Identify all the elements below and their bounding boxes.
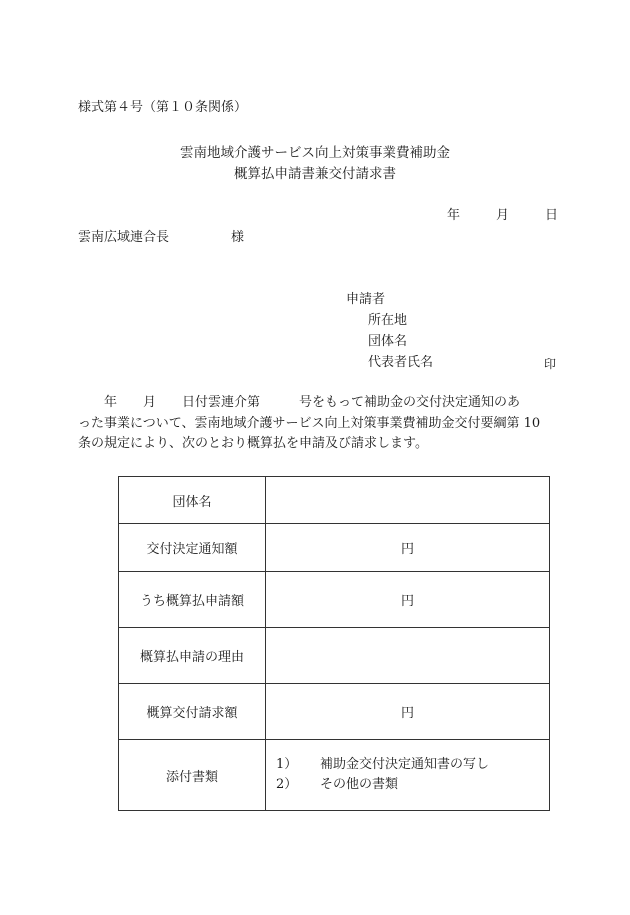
- table-label: 交付決定通知額: [119, 524, 266, 572]
- addressee-name: 雲南広域連合長: [78, 230, 170, 245]
- table-value: 円: [266, 572, 550, 628]
- body-line-1: 年 月 日付雲連介第 号をもって補助金の交付決定通知のあ: [78, 395, 521, 410]
- table-row: [119, 524, 550, 572]
- date-year: 年: [446, 208, 460, 223]
- table-row: [119, 684, 550, 740]
- table-label: 添付書類: [119, 740, 266, 811]
- date-month: 月: [495, 208, 509, 223]
- table-label: うち概算払申請額: [119, 572, 266, 628]
- date-day: 日: [544, 208, 558, 223]
- applicant-heading: 申請者: [346, 292, 386, 307]
- representative-label: 代表者氏名: [368, 355, 434, 370]
- application-table: [118, 476, 550, 811]
- table-value: [266, 477, 550, 524]
- seal-mark: 印: [543, 357, 556, 371]
- list-item-number: 1）: [276, 757, 298, 772]
- table-row: [119, 740, 550, 811]
- document-title-line1: 雲南地域介護サービス向上対策事業費補助金: [180, 145, 450, 161]
- addressee-honorific: 様: [231, 230, 245, 245]
- addressee: [78, 230, 244, 246]
- table-row: [119, 572, 550, 628]
- org-name-label: 団体名: [368, 334, 408, 349]
- table-value: 円: [266, 524, 550, 572]
- location-label: 所在地: [368, 313, 408, 328]
- document-title-line2: 概算払申請書兼交付請求書: [234, 166, 396, 182]
- body-paragraph: [78, 393, 556, 455]
- list-item: [276, 775, 548, 795]
- table-value: [266, 628, 550, 684]
- attachments-list: [266, 740, 550, 811]
- table-label: 団体名: [119, 477, 266, 524]
- table-row: [119, 628, 550, 684]
- list-item: [276, 755, 548, 775]
- list-item-text: その他の書類: [320, 777, 399, 792]
- table-label: 概算交付請求額: [119, 684, 266, 740]
- table-label: 概算払申請の理由: [119, 628, 266, 684]
- body-line-2: った事業について、雲南地域介護サービス向上対策事業費補助金交付要綱第 10: [78, 415, 541, 431]
- table-value: 円: [266, 684, 550, 740]
- list-item-number: 2）: [276, 777, 298, 792]
- table-row: [119, 477, 550, 524]
- body-line-3: 条の規定により、次のとおり概算払を申請及び請求します。: [78, 436, 428, 451]
- date-line: [447, 208, 558, 224]
- form-number: 様式第４号（第１０条関係）: [78, 100, 248, 115]
- list-item-text: 補助金交付決定通知書の写し: [320, 757, 490, 772]
